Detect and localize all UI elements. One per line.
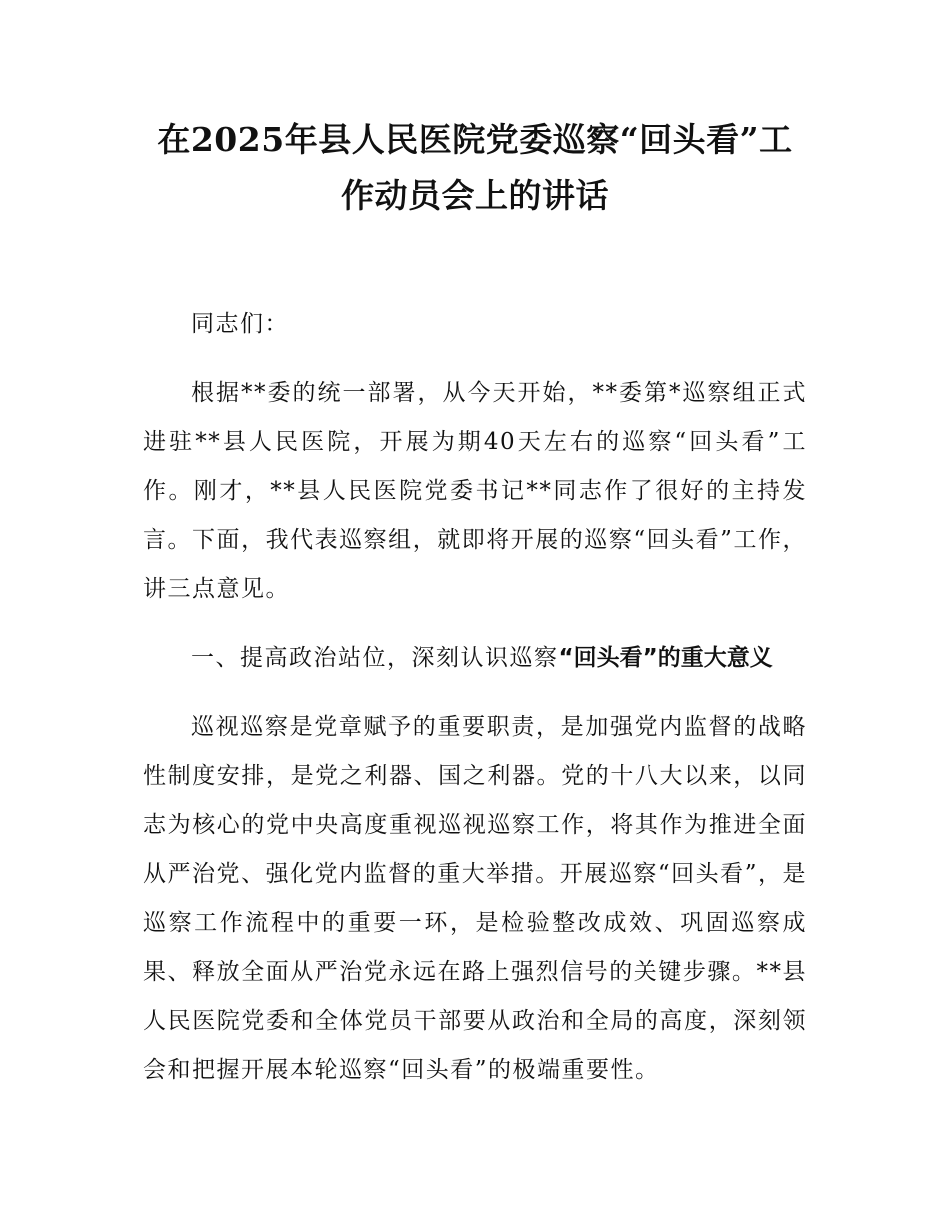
paragraph-intro: 根据**委的统一部署，从今天开始，**委第*巡察组正式进驻**县人民医院，开展为期40天左右的巡察“回头看”工作。刚才，**县人民医院党委书记**同志作了很好的主持发言。下面，我代表巡察组，就即将开展的巡察“回头看”工作，讲三点意见。 <box>143 380 807 602</box>
title-line-1: 在2025年县人民医院党委巡察“回头看”工 <box>157 120 793 159</box>
section-heading-1 <box>143 634 807 683</box>
document-body <box>143 300 807 1115</box>
section-heading-1-plain: 一、提高政治站位，深刻认识巡察 <box>191 645 559 671</box>
paragraph-significance: 巡视巡察是党章赋予的重要职责，是加强党内监督的战略性制度安排，是党之利器、国之利器。党的十八大以来，以同志为核心的党中央高度重视巡视巡察工作，将其作为推进全面从严治党、强化党内监督的重大举措。开展巡察“回头看”，是巡察工作流程中的重要一环，是检验整改成效、巩固巡察成果、释放全面从严治党永远在路上强烈信号的关键步骤。**县人民医院党委和全体党员干部要从政治和全局的高度，深刻领会和把握开展本轮巡察“回头看”的极端重要性。 <box>143 714 807 1083</box>
section-heading-1-bold: “回头看”的重大意义 <box>558 645 773 671</box>
document-title <box>120 112 830 224</box>
title-line-2: 作动员会上的讲话 <box>341 176 609 215</box>
greeting: 同志们： <box>191 311 289 337</box>
